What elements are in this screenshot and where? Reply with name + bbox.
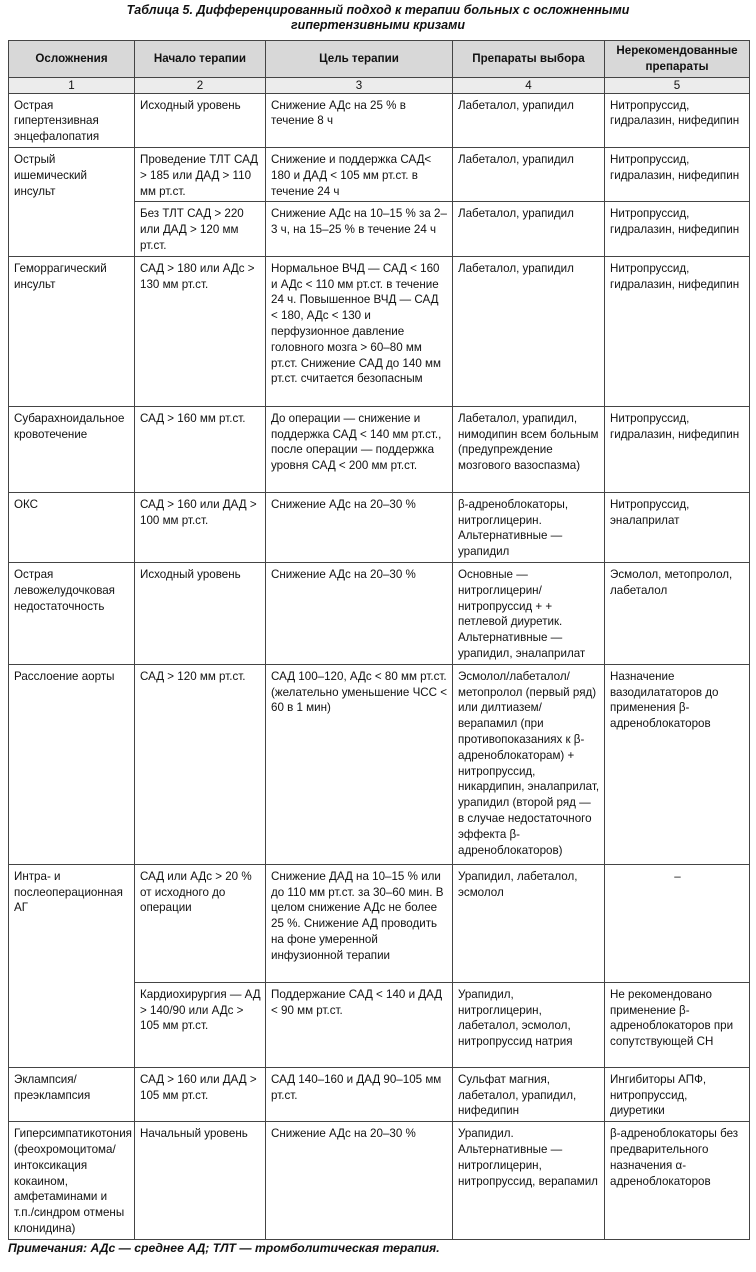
- table-caption-line-1: Таблица 5. Дифференцированный подход к терапии больных с осложненными: [126, 3, 630, 17]
- table-row: [9, 492, 750, 562]
- table-row: [9, 256, 750, 406]
- cell-goal: Снижение АДс на 10–15 % за 2–3 ч, на 15–25 % в течение 24 ч: [266, 202, 453, 256]
- cell-complication: Гиперсимпатикотония (феохромоцитома/интоксикация кокаином, амфетаминами и т.п./синдром отмены клонидина): [9, 1122, 135, 1240]
- column-number: 1: [9, 77, 135, 93]
- cell-goal: До операции — снижение и поддержка САД < 140 мм рт.ст., после операции — поддержка уровня САД < 200 мм рт.ст.: [266, 406, 453, 492]
- cell-goal: Снижение и поддержка САД< 180 и ДАД < 105 мм рт.ст. в течение 24 ч: [266, 147, 453, 201]
- column-number: 2: [135, 77, 266, 93]
- cell-drugs: Урапидил, лабеталол, эсмолол: [453, 864, 605, 982]
- cell-goal: Снижение АДс на 20–30 %: [266, 562, 453, 664]
- cell-goal: Снижение АДс на 20–30 %: [266, 492, 453, 562]
- column-number: 5: [605, 77, 750, 93]
- cell-drugs: β-адреноблокаторы, нитроглицерин. Альтернативные — урапидил: [453, 492, 605, 562]
- table-row: [9, 93, 750, 147]
- cell-goal: Снижение АДс на 25 % в течение 8 ч: [266, 93, 453, 147]
- column-number: 4: [453, 77, 605, 93]
- header-not-recommended: Нерекомендованные препараты: [605, 41, 750, 78]
- cell-not-recommended: β-адреноблокаторы без предварительного назначения α-адреноблокаторов: [605, 1122, 750, 1240]
- cell-not-recommended: Назначение вазодилататоров до применения β-адреноблокаторов: [605, 664, 750, 864]
- column-number-row: [9, 77, 750, 93]
- cell-start: Исходный уровень: [135, 562, 266, 664]
- cell-goal: Нормальное ВЧД — САД < 160 и АДс < 110 мм рт.ст. в течение 24 ч. Повышенное ВЧД — САД < 180, АДс < 130 и перфузионное давление головного мозга > 60–80 мм рт.ст. Снижение САД до 140 мм рт.ст. считается безопасным: [266, 256, 453, 406]
- cell-drugs: Эсмолол/лабеталол/метопролол (первый ряд) или дилтиазем/верапамил (при противопоказаниях к β-адреноблокаторам) + нитропруссид, никардипин, эналаприлат, урапидил (второй ряд — в случае недостаточного эффекта β-адреноблокаторов): [453, 664, 605, 864]
- cell-start: САД > 160 или ДАД > 105 мм рт.ст.: [135, 1067, 266, 1121]
- cell-start: Без ТЛТ САД > 220 или ДАД > 120 мм рт.ст.: [135, 202, 266, 256]
- table-notes: Примечания: АДс — среднее АД; ТЛТ — тромболитическая терапия.: [8, 1241, 440, 1255]
- cell-goal: Поддержание САД < 140 и ДАД < 90 мм рт.ст.: [266, 982, 453, 1067]
- header-row: [9, 41, 750, 78]
- cell-complication: Острая гипертензивная энцефалопатия: [9, 93, 135, 147]
- cell-drugs: Лабеталол, урапидил: [453, 147, 605, 201]
- header-complications: Осложнения: [9, 41, 135, 78]
- column-number: 3: [266, 77, 453, 93]
- cell-not-recommended: Нитропруссид, гидралазин, нифедипин: [605, 93, 750, 147]
- cell-goal: Снижение АДс на 20–30 %: [266, 1122, 453, 1240]
- cell-not-recommended: Нитропруссид, гидралазин, нифедипин: [605, 202, 750, 256]
- cell-complication: Эклампсия/преэклампсия: [9, 1067, 135, 1121]
- cell-not-recommended: Нитропруссид, гидралазин, нифедипин: [605, 406, 750, 492]
- cell-drugs: Лабеталол, урапидил: [453, 93, 605, 147]
- therapy-table: [8, 40, 750, 1240]
- cell-start: САД > 180 или АДс > 130 мм рт.ст.: [135, 256, 266, 406]
- cell-goal: САД 100–120, АДс < 80 мм рт.ст. (желательно уменьшение ЧСС < 60 в 1 мин): [266, 664, 453, 864]
- cell-drugs: Урапидил, нитроглицерин, лабеталол, эсмолол, нитропруссид натрия: [453, 982, 605, 1067]
- cell-start: САД > 120 мм рт.ст.: [135, 664, 266, 864]
- table-caption-line-2: гипертензивными кризами: [291, 18, 465, 32]
- cell-drugs: Основные — нитроглицерин/нитропруссид + + петлевой диуретик. Альтернативные — урапидил, эналаприлат: [453, 562, 605, 664]
- cell-not-recommended: Нитропруссид, эналаприлат: [605, 492, 750, 562]
- table-row: [9, 147, 750, 201]
- cell-drugs: Урапидил. Альтернативные — нитроглицерин, нитропруссид, верапамил: [453, 1122, 605, 1240]
- cell-not-recommended: Ингибиторы АПФ, нитропруссид, диуретики: [605, 1067, 750, 1121]
- cell-start: САД или АДс > 20 % от исходного до операции: [135, 864, 266, 982]
- header-drugs-of-choice: Препараты выбора: [453, 41, 605, 78]
- cell-complication: Интра- и послеоперационная АГ: [9, 864, 135, 1067]
- cell-start: Исходный уровень: [135, 93, 266, 147]
- cell-complication: ОКС: [9, 492, 135, 562]
- cell-start: Начальный уровень: [135, 1122, 266, 1240]
- cell-start: Проведение ТЛТ САД > 185 или ДАД > 110 мм рт.ст.: [135, 147, 266, 201]
- table-row: [9, 664, 750, 864]
- table-caption: [0, 3, 756, 33]
- cell-not-recommended: Нитропруссид, гидралазин, нифедипин: [605, 147, 750, 201]
- cell-drugs: Лабеталол, урапидил: [453, 202, 605, 256]
- table-row: [9, 864, 750, 982]
- cell-complication: Острая левожелудочковая недостаточность: [9, 562, 135, 664]
- cell-not-recommended: Эсмолол, метопролол, лабеталол: [605, 562, 750, 664]
- cell-not-recommended: –: [605, 864, 750, 982]
- cell-complication: Геморрагический инсульт: [9, 256, 135, 406]
- header-therapy-start: Начало терапии: [135, 41, 266, 78]
- cell-not-recommended: Нитропруссид, гидралазин, нифедипин: [605, 256, 750, 406]
- cell-start: САД > 160 мм рт.ст.: [135, 406, 266, 492]
- header-therapy-goal: Цель терапии: [266, 41, 453, 78]
- cell-start: Кардиохирургия — АД > 140/90 или АДс > 105 мм рт.ст.: [135, 982, 266, 1067]
- cell-complication: Субарахноидальное кровотечение: [9, 406, 135, 492]
- table-row: [9, 1067, 750, 1121]
- cell-drugs: Лабеталол, урапидил, нимодипин всем больным (предупреждение мозгового вазоспазма): [453, 406, 605, 492]
- cell-not-recommended: Не рекомендовано применение β-адреноблокаторов при сопутствующей СН: [605, 982, 750, 1067]
- table-row: [9, 406, 750, 492]
- cell-complication: Острый ишемический инсульт: [9, 147, 135, 256]
- cell-drugs: Лабеталол, урапидил: [453, 256, 605, 406]
- cell-goal: САД 140–160 и ДАД 90–105 мм рт.ст.: [266, 1067, 453, 1121]
- cell-drugs: Сульфат магния, лабеталол, урапидил, нифедипин: [453, 1067, 605, 1121]
- cell-start: САД > 160 или ДАД > 100 мм рт.ст.: [135, 492, 266, 562]
- cell-goal: Снижение ДАД на 10–15 % или до 110 мм рт.ст. за 30–60 мин. В целом снижение АДс не более 25 %. Снижение АД проводить на фоне умеренной инфузионной терапии: [266, 864, 453, 982]
- table-row: [9, 1122, 750, 1240]
- cell-complication: Расслоение аорты: [9, 664, 135, 864]
- table-row: [9, 562, 750, 664]
